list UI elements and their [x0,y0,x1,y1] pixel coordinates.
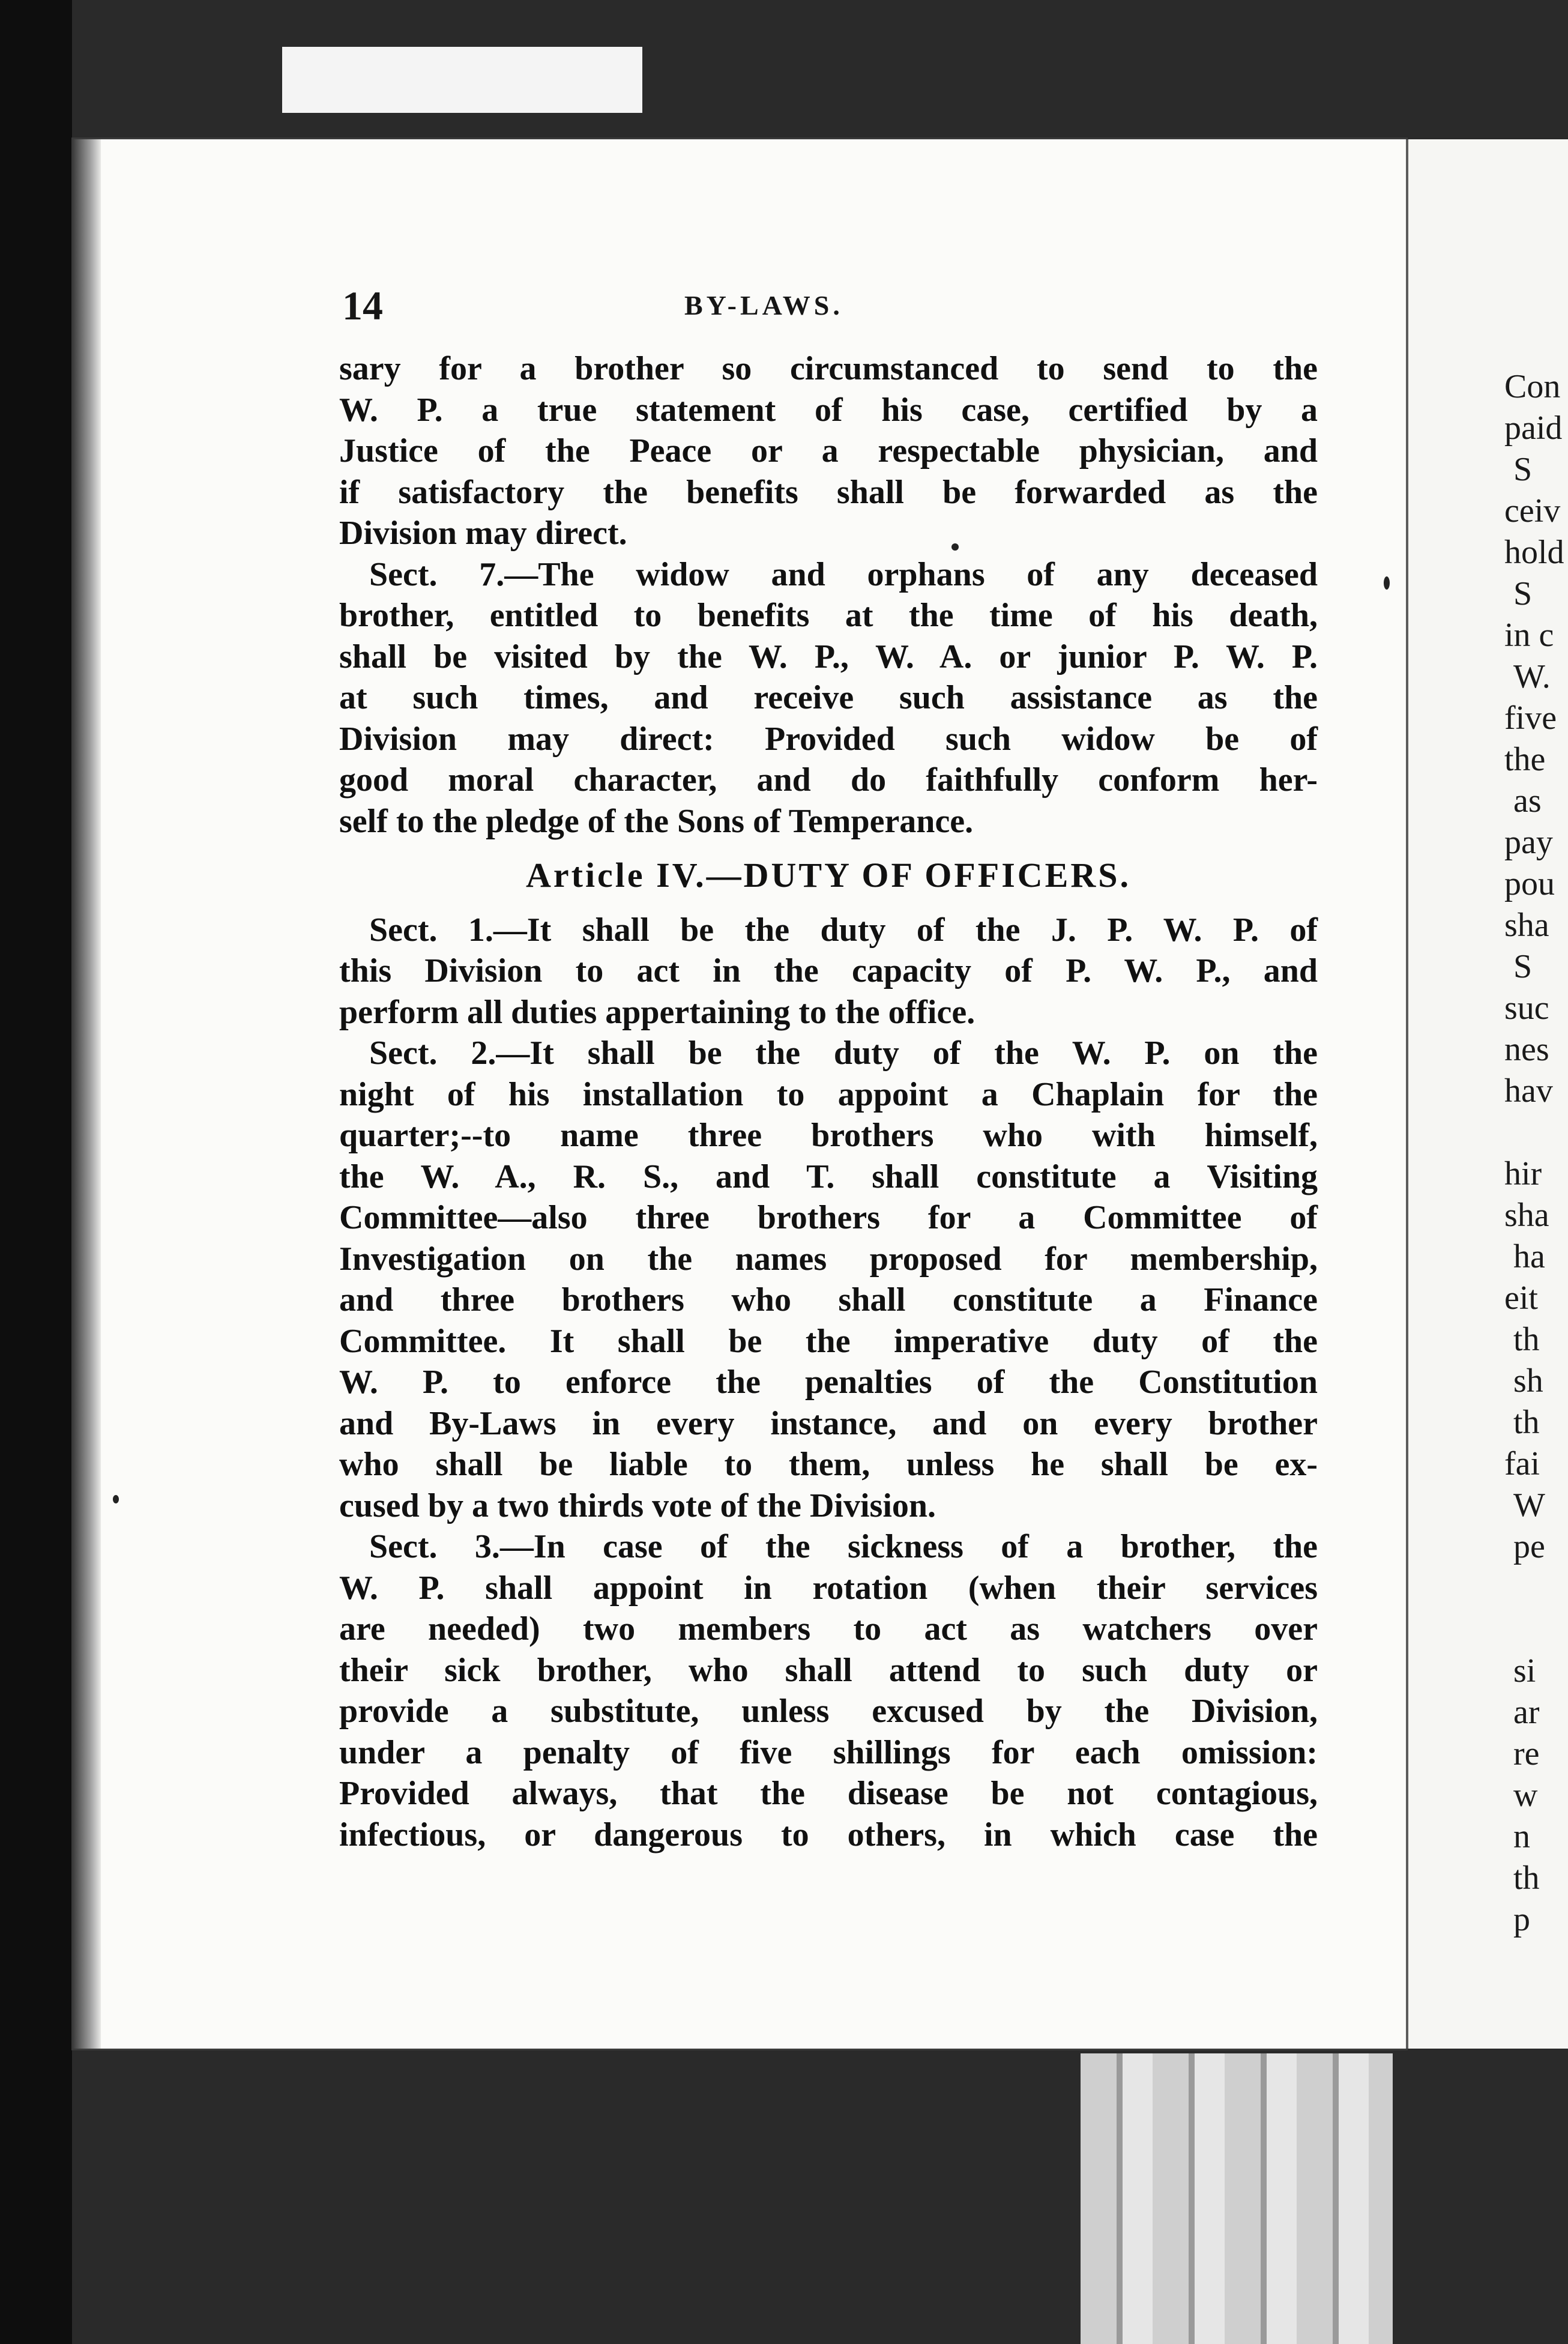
text-line: provide a substitute, unless excused by the Division, [339,1693,1318,1730]
facing-text-fragment: eit [1504,1279,1538,1317]
text-line: Provided always, that the disease be not contagious, [339,1775,1318,1812]
facing-text-fragment: paid [1504,409,1563,447]
facing-text-fragment: re [1513,1735,1540,1772]
page-header [264,282,1357,328]
text-line: Sect. 3.—In case of the sickness of a brother, the [369,1528,1318,1565]
text-line: infectious, or dangerous to others, in which case the [339,1816,1318,1853]
section-heading: Article IV.—DUTY OF OFFICERS. [526,856,1131,895]
text-line: W. P. shall appoint in rotation (when their services [339,1569,1318,1607]
text-line: their sick brother, who shall attend to such duty or [339,1651,1318,1689]
text-line: Sect. 2.—It shall be the duty of the W. P. on the [369,1035,1318,1072]
page-edge-shadow [73,139,101,2049]
facing-text-fragment: ar [1513,1694,1540,1731]
facing-text-fragment: w [1513,1777,1538,1814]
text-line: Committee—also three brothers for a Committee of [339,1199,1318,1236]
facing-text-fragment: as [1513,782,1542,820]
facing-text-fragment: si [1513,1652,1536,1690]
facing-text-fragment: S [1513,575,1533,612]
text-line: Sect. 7.—The widow and orphans of any deceased [369,555,1318,593]
facing-text-fragment: n [1513,1818,1530,1855]
text-line: night of his installation to appoint a Chaplain for the [339,1075,1318,1113]
text-line: are needed) two members to act as watchers over [339,1610,1318,1648]
text-line: Investigation on the names proposed for membership, [339,1240,1318,1278]
facing-text-fragment: nes [1504,1031,1549,1068]
text-line: W. P. to enforce the penalties of the Constitution [339,1364,1318,1401]
facing-text-fragment: in c [1504,617,1554,654]
facing-text-fragment: hir [1504,1155,1542,1192]
facing-text-fragment: suc [1504,989,1549,1027]
text-line: shall be visited by the W. P., W. A. or junior P. W. P. [339,638,1318,675]
facing-text-fragment: th [1513,1321,1540,1358]
facing-text-fragment: p [1513,1901,1530,1938]
facing-text-fragment: th [1513,1404,1540,1441]
text-line: brother, entitled to benefits at the time of his death, [339,597,1318,634]
facing-text-fragment: S [1513,948,1533,985]
text-line: Division may direct: Provided such widow be of [339,720,1318,758]
text-line: who shall be liable to them, unless he shall be ex- [339,1446,1318,1483]
facing-text-fragment: pe [1513,1528,1545,1565]
facing-text-fragment: hold [1504,534,1564,571]
facing-text-fragment: S [1513,451,1533,488]
ink-speck [951,543,959,551]
text-line: at such times, and receive such assistance as the [339,679,1318,716]
text-line: if satisfactory the benefits shall be forwarded as the [339,473,1318,511]
ink-speck [1384,576,1390,590]
text-line: self to the pledge of the Sons of Temperance. [339,802,974,840]
text-line: Committee. It shall be the imperative duty of the [339,1322,1318,1360]
text-line: and three brothers who shall constitute a Finance [339,1281,1318,1318]
text-line: sary for a brother so circumstanced to send to the [339,350,1318,387]
ink-speck [113,1495,119,1503]
facing-text-fragment: ha [1513,1238,1545,1275]
running-head: BY-LAWS. [684,290,843,321]
body-text [339,348,1318,1855]
text-line: Sect. 1.—It shall be the duty of the J. P. W. P. of [369,911,1318,949]
text-line: under a penalty of five shillings for each omission: [339,1733,1318,1771]
facing-text-fragment: pou [1504,865,1555,902]
facing-text-fragment: sh [1513,1362,1543,1400]
wood-backdrop [1081,2053,1393,2344]
facing-text-fragment: the [1504,741,1546,778]
facing-text-fragment: Con [1504,368,1561,405]
facing-text-fragment: W [1513,1487,1545,1524]
facing-text-fragment: sha [1504,1197,1549,1234]
scan-dark-edge [0,0,72,2344]
facing-text-fragment: sha [1504,907,1549,944]
facing-text-fragment: th [1513,1859,1540,1897]
facing-text-fragment: ceiv [1504,492,1561,530]
text-line: this Division to act in the capacity of P. W. P., and [339,952,1318,989]
paper-strip [282,47,642,113]
facing-text-fragment: pay [1504,824,1553,861]
text-line: and By-Laws in every instance, and on every brother [339,1404,1318,1442]
facing-text-fragment: hav [1504,1072,1553,1110]
book-page-right-facing [1406,139,1568,2049]
facing-text-fragment: fai [1504,1445,1540,1482]
text-line: good moral character, and do faithfully conform her- [339,761,1318,799]
facing-text-fragment: five [1504,699,1557,737]
text-line: the W. A., R. S., and T. shall constitute a Visiting [339,1158,1318,1195]
text-line: perform all duties appertaining to the office. [339,993,975,1031]
text-line: quarter;--to name three brothers who with himself, [339,1117,1318,1154]
text-line: Justice of the Peace or a respectable physician, and [339,432,1318,470]
facing-text-fragment: W. [1513,658,1551,695]
text-line: W. P. a true statement of his case, certified by a [339,391,1318,429]
page-number: 14 [342,283,383,328]
text-line: cused by a two thirds vote of the Division. [339,1487,936,1524]
text-line: Division may direct. [339,515,627,552]
